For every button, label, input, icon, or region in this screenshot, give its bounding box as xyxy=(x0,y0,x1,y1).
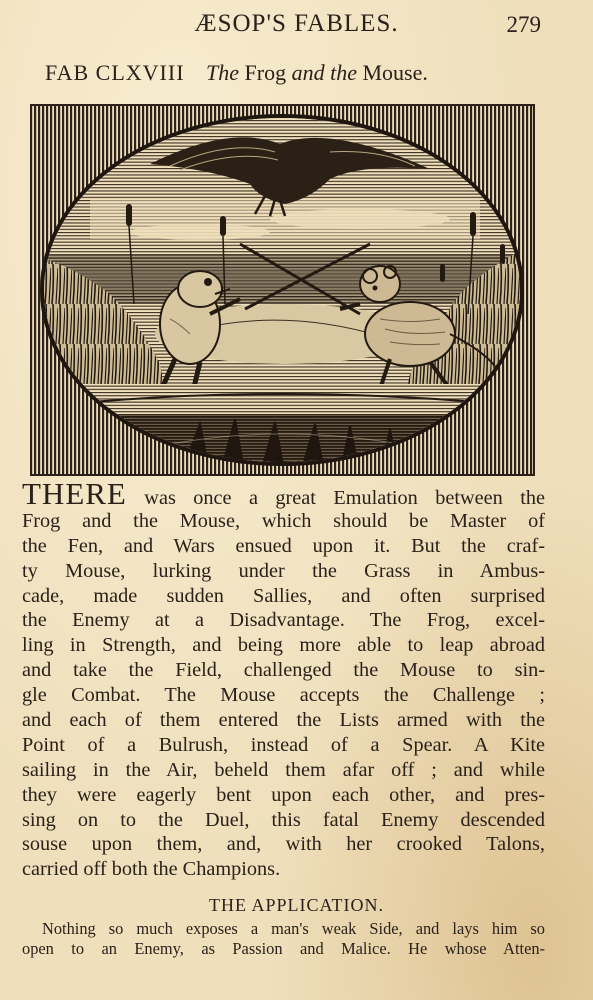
fable-title xyxy=(206,60,428,85)
body-line-13: they were eagerly bent upon each other, and pres- xyxy=(22,783,545,806)
body-line-11: Point of a Bulrush, instead of a Spear. A Kite xyxy=(22,733,545,756)
body-line-12: sailing in the Air, beheld them afar off ; and while xyxy=(22,758,545,781)
body-line-15: souse upon them, and, with her crooked Talons, xyxy=(22,833,545,856)
body-line-14: sing on to the Duel, this fatal Enemy descended xyxy=(22,808,545,831)
body-line-1 xyxy=(22,476,545,511)
body-line-4: ty Mouse, lurking under the Grass in Ambus- xyxy=(22,559,545,582)
body-line-7: ling in Strength, and being more able to leap abroad xyxy=(22,634,545,657)
page-number: 279 xyxy=(506,12,541,37)
body-line-3: the Fen, and Wars ensued upon it. But the craf- xyxy=(22,534,545,557)
fable-title-mouse: Mouse. xyxy=(362,60,428,85)
application-body xyxy=(22,919,545,959)
dropcap-word: THERE xyxy=(22,476,127,511)
running-head xyxy=(0,8,593,42)
application-line-1: Nothing so much exposes a man's weak Side, and lays him so xyxy=(42,919,545,938)
fable-title-frog: Frog xyxy=(244,60,287,85)
body-line-8: and take the Field, challenged the Mouse to sin- xyxy=(22,659,545,682)
body-line-9: gle Combat. The Mouse accepts the Challenge ; xyxy=(22,684,545,707)
application-heading: THE APPLICATION. xyxy=(208,895,384,915)
body-line-5: cade, made sudden Sallies, and often surprised xyxy=(22,584,545,607)
body-line-10: and each of them entered the Lists armed with the xyxy=(22,709,545,732)
fable-title-the: The xyxy=(206,60,240,85)
body-line-16: carried off both the Champions. xyxy=(22,858,281,881)
fable-number: FAB CLXVIII xyxy=(45,60,185,85)
body-line-6: the Enemy at a Disadvantage. The Frog, excel- xyxy=(22,609,545,632)
fable-heading xyxy=(45,60,555,86)
body-line-text: was once a great Emulation between the xyxy=(144,487,545,509)
running-title: ÆSOP'S FABLES. xyxy=(194,10,399,37)
application-line-2: open to an Enemy, as Passion and Malice. He whose Atten- xyxy=(22,939,545,958)
fable-title-and-the: and the xyxy=(291,60,357,85)
body-line-2: Frog and the Mouse, which should be Master of xyxy=(22,509,545,532)
woodcut-illustration xyxy=(30,104,535,476)
fable-body xyxy=(22,476,545,882)
